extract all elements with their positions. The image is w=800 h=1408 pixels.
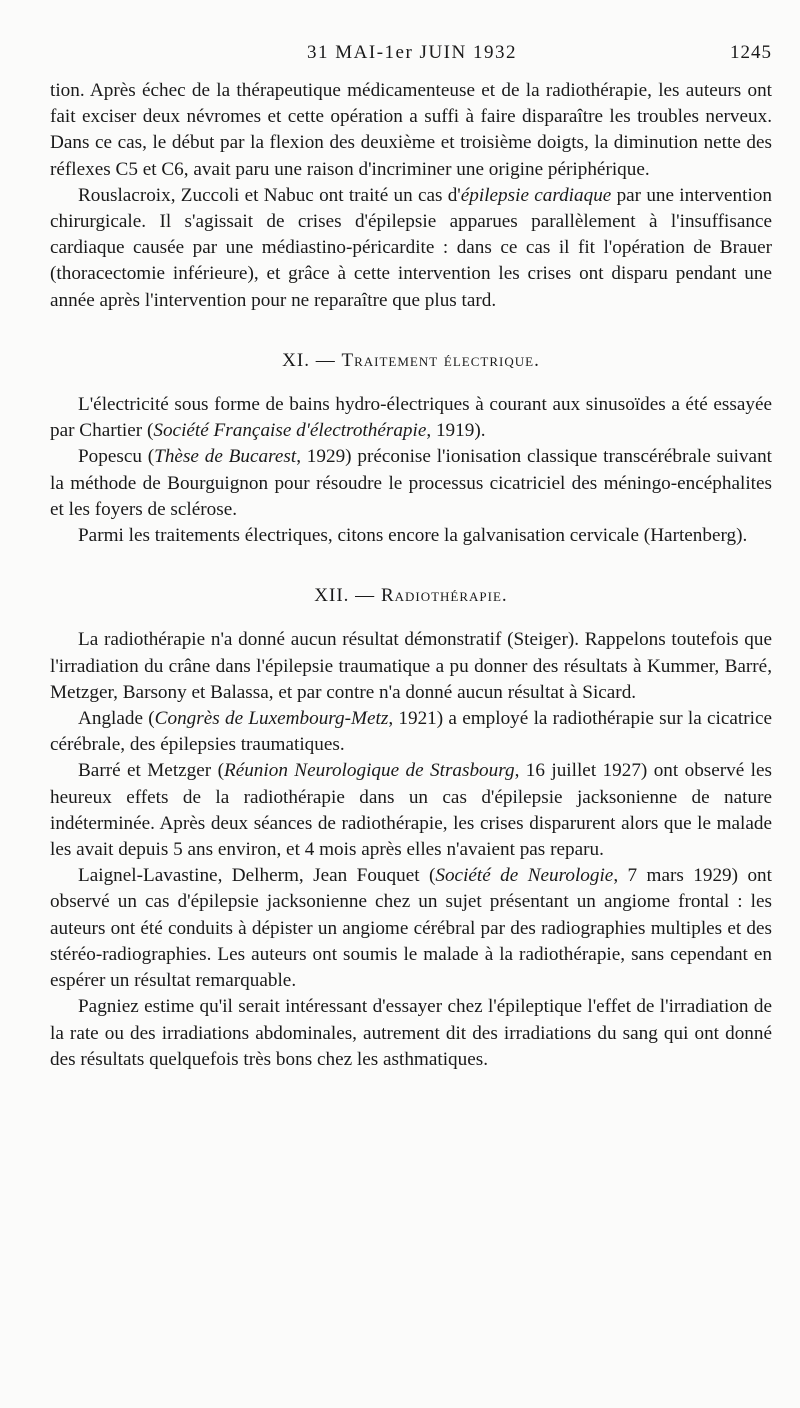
paragraph-anglade [50,706,772,758]
page-header [52,42,772,68]
italic-citation: Société de Neurologie [435,865,614,887]
paragraph-laignel-lavastine [50,863,772,994]
section-heading-xi [50,348,772,374]
paragraph-popescu [50,444,772,523]
paragraph-parmi: Parmi les traitements électriques, citons encore la galvanisation cervicale (Hartenberg). [78,525,748,547]
italic-citation: Réunion Neurologique de Strasbourg [223,760,515,782]
paragraph-radiotherapie: La radiothérapie n'a donné aucun résultat démonstratif (Steiger). Rappelons toutefois que l'irradiation du crâne dans l'épilepsie traumatique a pu donner des résultats à Kummer, Barré, Metzger, Barsony et Balassa, et par contre n'a donné aucun résultat à Sicard. [50,629,772,703]
text-run: , 1929) préconise l'ionisation classique transcérébrale suivant la méthode de Bourguignon pour résoudre le processus cicatriciel des méningo-encéphalites et les foyers de sclérose. [50,446,772,520]
text-run: , 1919). [426,420,486,442]
paragraph-electricite [50,392,772,444]
paragraph-continuation: tion. Après échec de la thérapeutique médicamenteuse et de la radiothérapie, les auteurs ont fait exciser deux névromes et cette opération a suffi à faire disparaître les troubles nerveux. Dans ce cas, le début par la flexion des deuxième et troisième doigts, la diminution nette des réflexes C5 et C6, avait paru une raison d'incriminer une origine périphérique. [50,80,772,180]
text-run: Laignel-Lavastine, Delherm, Jean Fouquet ( [78,865,436,887]
section-title: Radiothérapie. [380,585,508,607]
page-number: 1245 [730,42,772,63]
text-run: Popescu ( [78,446,155,468]
text-run: Anglade ( [78,708,155,730]
text-run: , 7 mars 1929) ont observé un cas d'épilepsie jacksonienne chez un sujet présentant un angiome frontal : les auteurs ont été conduits à dépister un angiome cérébral par des radiographies multiples et des stéréo-radiographies. Les auteurs ont soumis le malade à la radiothérapie, sans cependant en espérer un résultat remarquable. [50,865,772,992]
paragraph-rouslacroix [50,183,772,314]
section-number: XI. — [282,349,336,371]
text-run: Rouslacroix, Zuccoli et Nabuc ont traité un cas d' [78,184,461,206]
paragraph-barre-metzger [50,758,772,863]
text-run: , 16 juillet 1927) ont observé les heureux effets de la radiothérapie dans un cas d'épilepsie jacksonienne de nature indéterminée. Après deux séances de radiothérapie, les crises disparurent alors que le malade les avait depuis 5 ans environ, et 4 mois après elles n'avaient pas reparu. [50,760,772,861]
paragraph-pagniez: Pagniez estime qu'il serait intéressant d'essayer chez l'épileptique l'effet de l'irradiation de la rate ou des irradiations abdominales, autrement dit des irradiations du sang qui ont donné des résultats quelquefois très bons chez les asthmatiques. [50,996,772,1070]
italic-citation: Congrès de Luxembourg-Metz [154,708,389,730]
section-heading-xii [50,583,772,609]
text-run: par une intervention chirurgicale. Il s'agissait de crises d'épilepsie apparues parallèlement à l'insuffisance cardiaque causée par une médiastino-péricardite : dans ce cas il fit l'opération de Brauer (thoracectomie inférieure), et grâce à cette intervention les crises ont disparu pendant une année après l'intervention pour ne reparaître que plus tard. [50,184,772,311]
text-run: L'électricité sous forme de bains hydro-électriques à courant aux sinusoïdes a été essayée par Chartier ( [50,394,772,442]
page-body [50,78,772,1073]
section-title: Traitement électrique. [341,349,540,371]
running-title: 31 MAI-1er JUIN 1932 [307,42,517,63]
italic-term: épilepsie cardiaque [460,184,612,206]
italic-citation: Société Française d'électrothérapie [153,420,427,442]
section-number: XII. — [314,585,376,607]
text-run: , 1921) a employé la radiothérapie sur la cicatrice cérébrale, des épilepsies traumatiques. [50,708,772,756]
italic-citation: Thèse de Bucarest [154,446,297,468]
text-run: Barré et Metzger ( [78,760,224,782]
